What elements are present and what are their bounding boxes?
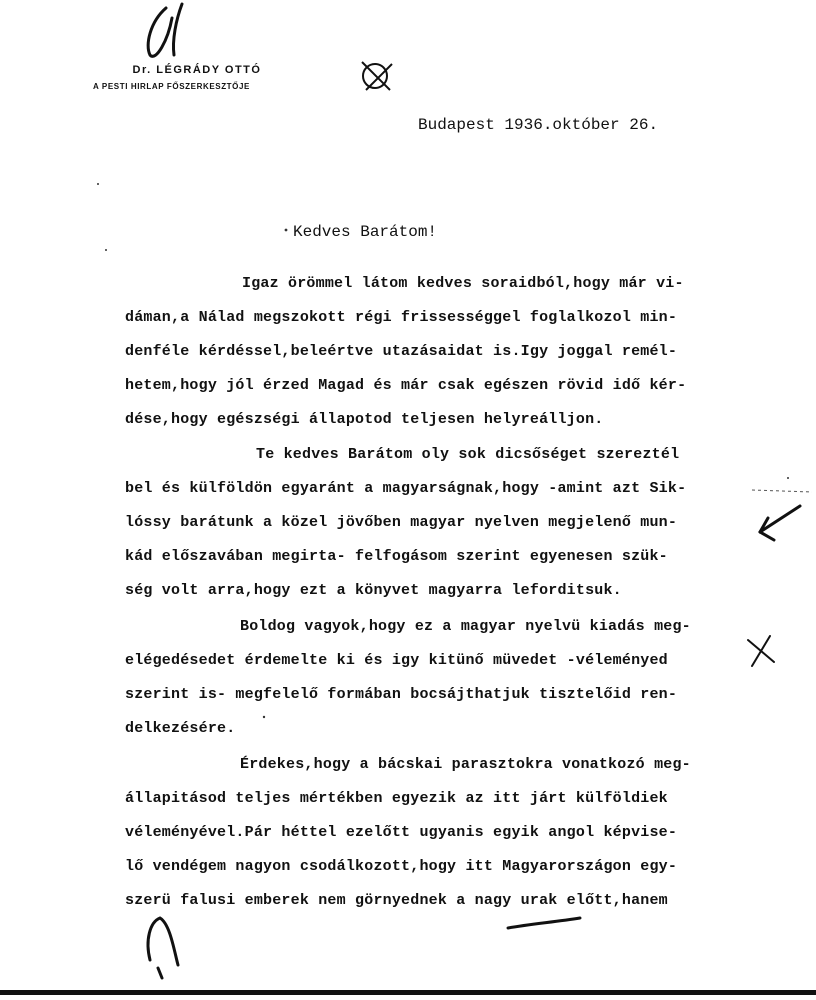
body-line: delkezésére. (125, 720, 236, 737)
body-line: lő vendégem nagyon csodálkozott,hogy itt Magyarországon egy- (125, 858, 678, 875)
body-line: véleményével.Pár héttel ezelőtt ugyanis egyik angol képvise- (125, 824, 678, 841)
body-line: Érdekes,hogy a bácskai parasztokra vonatkozó meg- (240, 756, 691, 773)
body-line: elégedésedet érdemelte ki és igy kitünő müvedet -véleményed (125, 652, 668, 669)
pen-loop-bottom-icon (148, 918, 178, 978)
body-line: állapitásod teljes mértékben egyezik az itt járt külföldiek (125, 790, 668, 807)
body-line: Te kedves Barátom oly sok dicsőséget szereztél (256, 446, 680, 463)
body-line: szerü falusi emberek nem görnyednek a nagy urak előtt,hanem (125, 892, 668, 909)
letterhead-name: Dr. LÉGRÁDY OTTÓ (132, 64, 262, 76)
dateline: Budapest 1936.október 26. (418, 116, 659, 134)
pen-loop-top-icon (148, 4, 182, 56)
margin-dash-mark-icon (752, 490, 812, 492)
underline-mark-icon (508, 918, 580, 928)
margin-arrow-mark-icon (760, 506, 800, 540)
salutation: Kedves Barátom! (293, 223, 438, 241)
body-line: dáman,a Nálad megszokott régi frissességgel foglalkozol min- (125, 309, 678, 326)
body-line: lóssy barátunk a közel jövőben magyar nyelven megjelenő mun- (125, 514, 678, 531)
body-line: szerint is- megfelelő formában bocsájthatjuk tisztelőid ren- (125, 686, 678, 703)
body-line: ség volt arra,hogy ezt a könyvet magyarra leforditsuk. (125, 582, 622, 599)
margin-x-mark-icon (748, 636, 774, 666)
body-line: hetem,hogy jól érzed Magad és már csak egészen rövid idő kér- (125, 377, 687, 394)
body-line: bel és külföldön egyaránt a magyarságnak,hogy -amint azt Sik- (125, 480, 687, 497)
circle-cross-mark-icon (362, 62, 392, 90)
body-line: kád előszavában megirta- felfogásom szerint egyenesen szük- (125, 548, 668, 565)
body-line: Igaz örömmel látom kedves soraidból,hogy már vi- (242, 275, 684, 292)
letterhead-title: A PESTI HIRLAP FŐSZERKESZTŐJE (93, 82, 250, 91)
body-line: dése,hogy egészségi állapotod teljesen helyreálljon. (125, 411, 604, 428)
body-line: Boldog vagyok,hogy ez a magyar nyelvü kiadás meg- (240, 618, 691, 635)
body-line: denféle kérdéssel,beleértve utazásaidat is.Igy joggal remél- (125, 343, 678, 360)
scan-edge-rule (0, 990, 816, 995)
